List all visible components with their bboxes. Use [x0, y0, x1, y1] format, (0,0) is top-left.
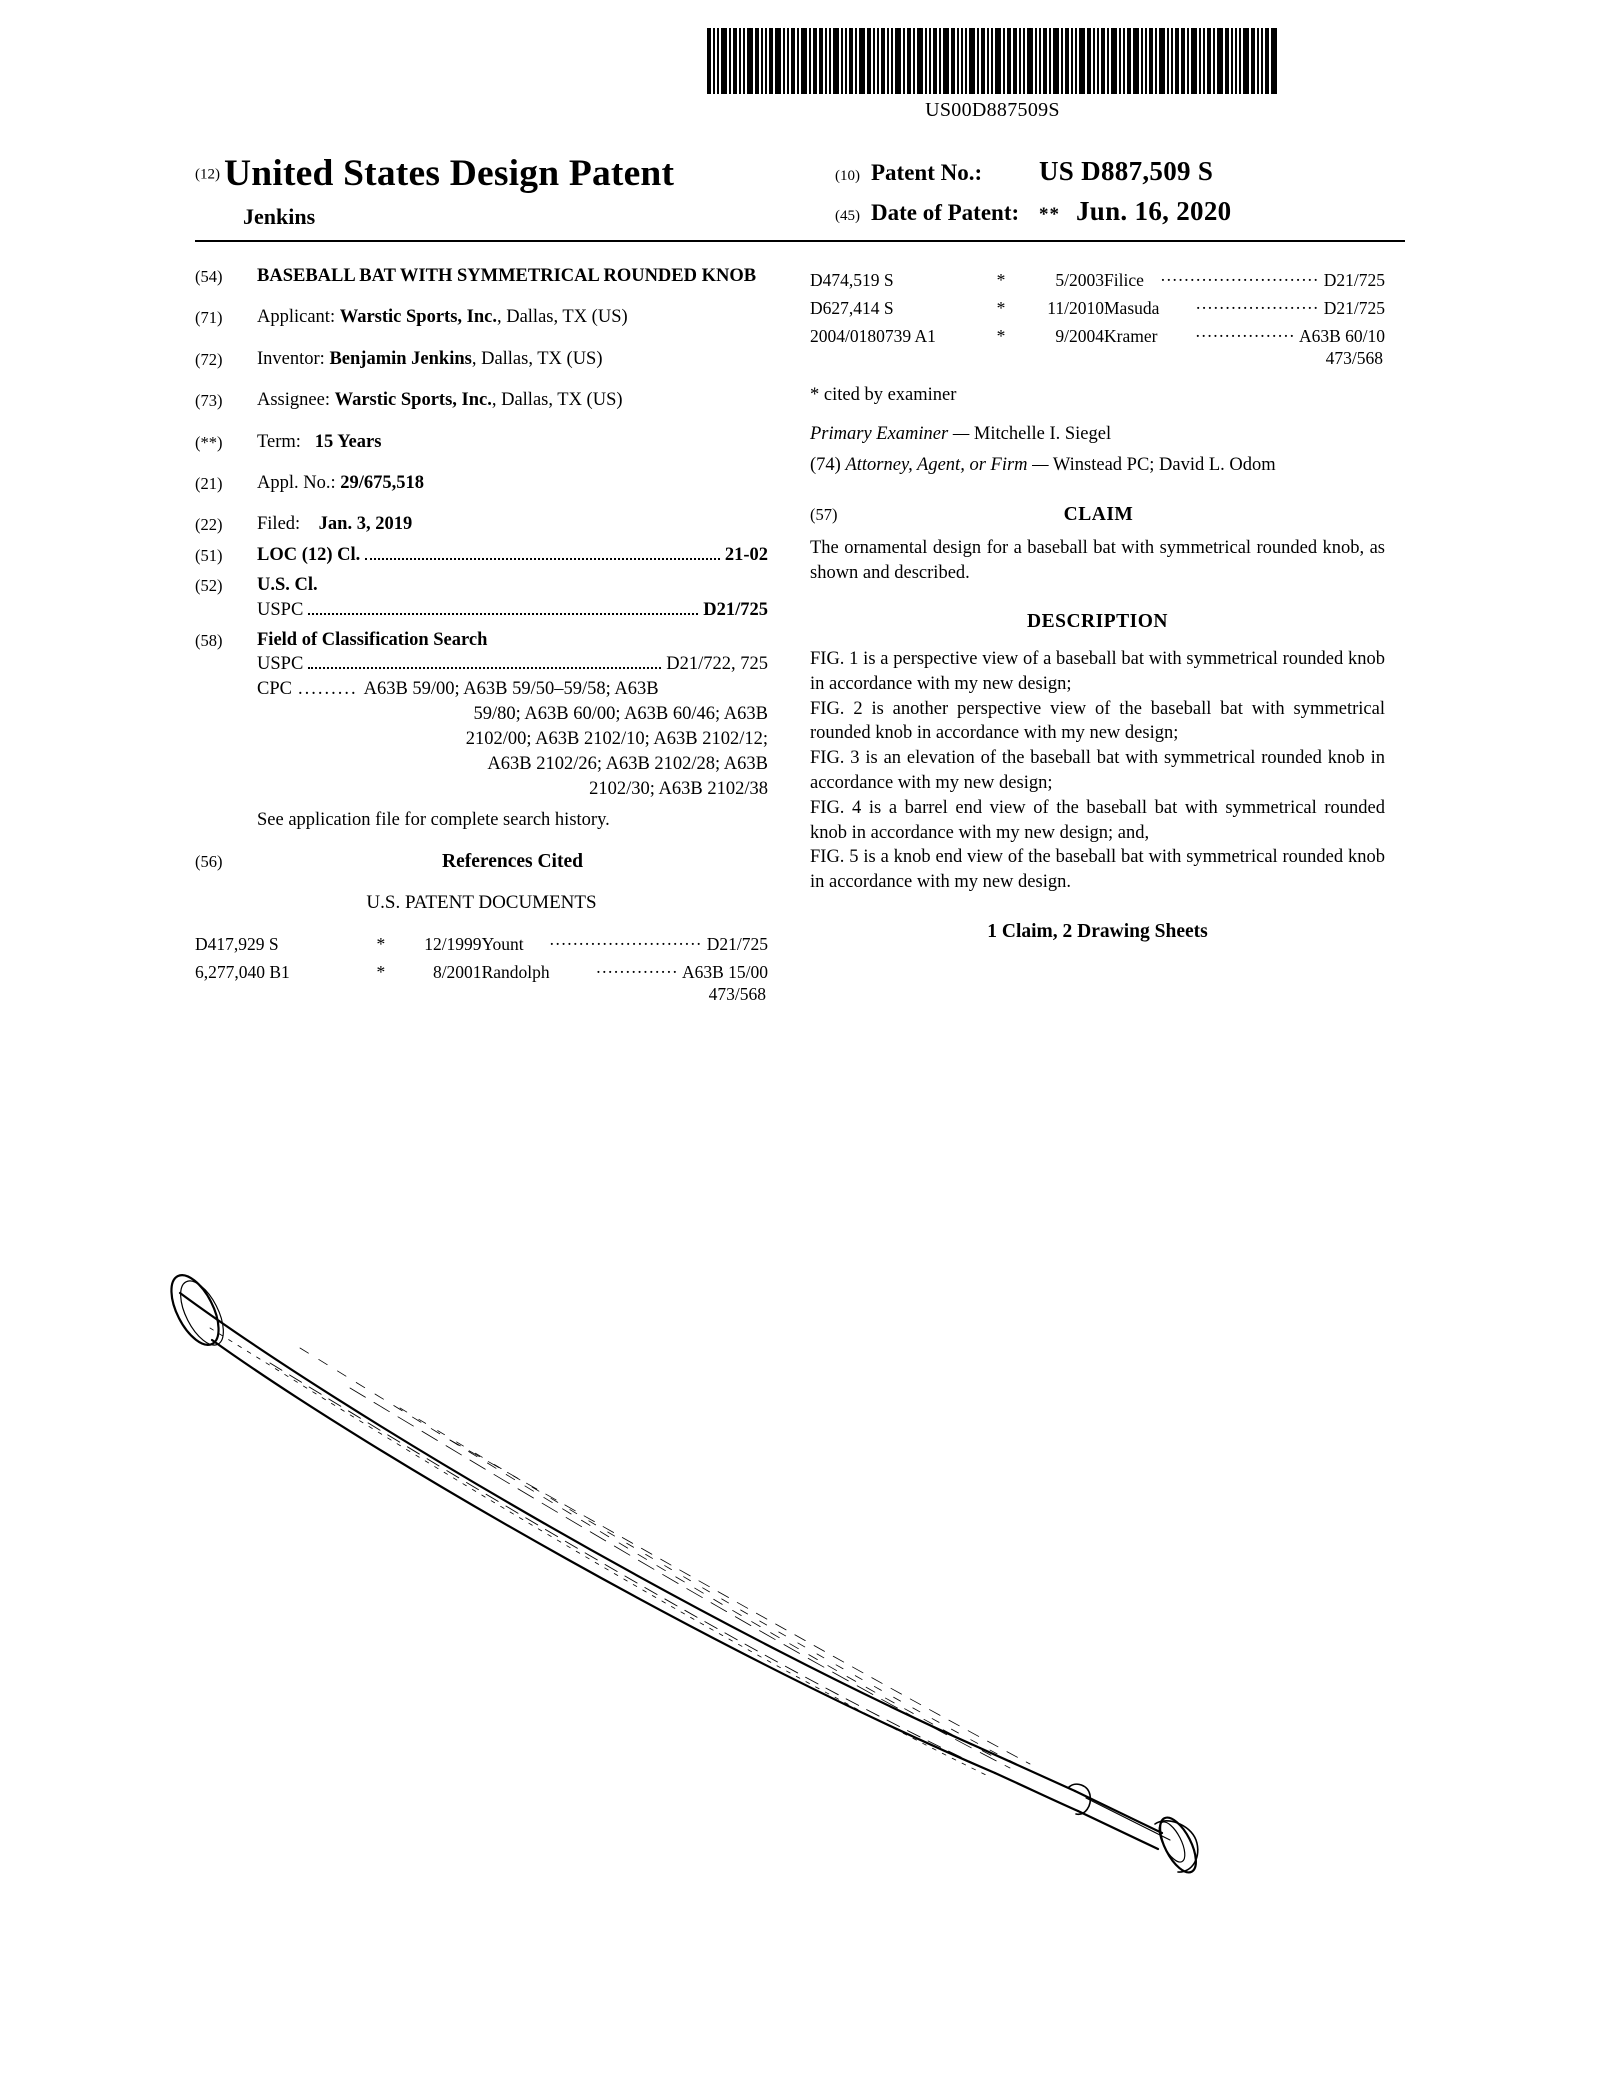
date-value: Jun. 16, 2020 — [1076, 196, 1232, 226]
ref-leader: .......................... — [549, 928, 703, 949]
uscl-uspc-label: USPC — [257, 599, 304, 620]
field-appl-code: (21) — [195, 474, 223, 494]
field-applicant-label: Applicant: — [257, 307, 336, 328]
field-fcs-label: Field of Classification Search — [257, 630, 488, 651]
field-uscl-code: (52) — [195, 576, 223, 596]
patent-page — [0, 28, 1600, 2099]
ref-star: * — [996, 326, 1006, 346]
field-inventor-name: Benjamin Jenkins — [329, 348, 472, 369]
field-title-code: (54) — [195, 267, 223, 286]
table-row — [810, 320, 1385, 348]
ref-name: Masuda — [1104, 298, 1160, 318]
field-assignee-label: Assignee: — [257, 390, 330, 411]
field-filed — [195, 512, 768, 536]
description-paragraph-1: FIG. 1 is a perspective view of a baseball bat with symmetrical rounded knob in accordance with my new design; — [810, 649, 1385, 694]
field-loc-label: LOC (12) Cl. — [257, 544, 361, 565]
field-assignee-name: Warstic Sports, Inc. — [334, 390, 492, 411]
field-appl-label: Appl. No.: — [257, 473, 336, 494]
barcode-number: US00D887509S — [925, 99, 1060, 121]
us-patent-documents-table — [195, 928, 768, 984]
date-code: (45) — [835, 208, 860, 224]
right-column — [790, 264, 1385, 1005]
field-applicant — [195, 305, 768, 329]
fcs-uspc-line — [257, 652, 768, 676]
field-classification-search — [195, 628, 768, 832]
uscl-uspc-line — [257, 598, 768, 622]
inventor-surname: Jenkins — [243, 204, 316, 229]
ref-class — [550, 956, 768, 984]
title-right — [835, 152, 1405, 227]
field-term-label: Term: — [257, 431, 301, 452]
field-filed-value: Jan. 3, 2019 — [318, 514, 413, 535]
loc-leader — [365, 548, 720, 560]
attorney-value: Winstead PC; David L. Odom — [1052, 454, 1276, 475]
fcs-cpc-line-4: 2102/30; A63B 2102/38 — [589, 778, 768, 799]
fcs-cpc-line-3: A63B 2102/26; A63B 2102/28; A63B — [487, 753, 768, 774]
barcode-image — [707, 28, 1279, 94]
field-assignee-code: (73) — [195, 391, 223, 411]
ref-date: 11/2010 — [1047, 298, 1104, 318]
attorney-label: Attorney, Agent, or Firm — — [845, 454, 1049, 475]
field-title — [195, 264, 768, 288]
description-paragraph-5: FIG. 5 is a knob end view of the baseball bat with symmetrical rounded knob in accordance with my new design. — [810, 847, 1385, 893]
primary-examiner-label: Primary Examiner — — [810, 424, 970, 444]
us-patent-documents-title: U.S. PATENT DOCUMENTS — [366, 891, 597, 913]
field-refs-code: (56) — [195, 852, 223, 872]
field-loc — [195, 543, 768, 567]
ref-class — [550, 928, 768, 956]
field-us-cl — [195, 573, 768, 622]
ref-id: D417,929 S — [195, 933, 279, 954]
patent-drawing — [150, 1268, 1470, 1888]
references-continued-table — [810, 264, 1385, 348]
primary-examiner-value: Mitchelle I. Siegel — [973, 424, 1112, 444]
header-divider — [195, 240, 1405, 242]
patent-number-code: (10) — [835, 168, 860, 184]
ref-class-value: A63B 60/10 — [1298, 326, 1385, 346]
claim-code: (57) — [810, 504, 838, 524]
references-cited-title: References Cited — [442, 851, 583, 873]
fcs-cpc-dots: ......... — [297, 678, 358, 699]
ref-leader: ................. — [1195, 321, 1296, 341]
field-fcs-code: (58) — [195, 631, 223, 651]
fcs-uspc-value: D21/722, 725 — [666, 654, 768, 675]
ref-date: 12/1999 — [424, 933, 482, 954]
ref-name: Yount — [481, 933, 524, 954]
baseball-bat-figure — [150, 1268, 1470, 1888]
fcs-uspc-label: USPC — [257, 654, 304, 675]
cited-by-examiner-note: * cited by examiner — [810, 385, 957, 405]
field-inventor-rest: , Dallas, TX (US) — [471, 348, 603, 369]
ref-subclass: 473/568 — [708, 983, 766, 1004]
field-assignee-rest: , Dallas, TX (US) — [491, 390, 623, 411]
table-row — [195, 928, 768, 956]
table-row — [195, 956, 768, 984]
title-left — [195, 152, 835, 230]
ref-leader: ........................... — [1160, 265, 1320, 285]
field-term — [195, 430, 768, 454]
page-title: United States Design Patent — [224, 153, 675, 194]
ref-class — [1160, 292, 1385, 320]
attorney-code: (74) — [810, 454, 841, 475]
ref-class-value: A63B 15/00 — [681, 961, 768, 982]
ref-class — [1160, 320, 1385, 348]
fcs-leader — [308, 657, 661, 669]
ref-id: D474,519 S — [810, 270, 894, 290]
date-of-patent-row — [835, 196, 1405, 227]
field-filed-label: Filed: — [257, 514, 301, 535]
description-heading: DESCRIPTION — [1027, 611, 1168, 633]
claims-drawing-count: 1 Claim, 2 Drawing Sheets — [987, 920, 1208, 942]
ref-id: D627,414 S — [810, 298, 894, 318]
description-paragraph-2: FIG. 2 is another perspective view of the baseball bat with symmetrical rounded knob in accordance with my new design; — [810, 698, 1385, 744]
ref-name: Filice — [1104, 270, 1144, 290]
ref-name: Kramer — [1104, 326, 1158, 346]
fcs-cpc-line-0: A63B 59/00; A63B 59/50–59/58; A63B — [363, 678, 659, 699]
see-application-note: See application file for complete search history. — [257, 809, 610, 830]
ref-id: 2004/0180739 A1 — [810, 326, 936, 346]
claim-heading: CLAIM — [1063, 503, 1134, 525]
ref-star: * — [996, 298, 1006, 318]
uscl-leader — [308, 603, 698, 615]
patent-number-row — [835, 156, 1405, 187]
ref-star: * — [376, 933, 386, 954]
ref-subclass: 473/568 — [1325, 348, 1383, 368]
field-loc-code: (51) — [195, 545, 223, 565]
ref-leader: ..................... — [1196, 293, 1320, 313]
fcs-cpc-line-2: 2102/00; A63B 2102/10; A63B 2102/12; — [465, 728, 768, 749]
field-assignee — [195, 388, 768, 412]
field-applicant-name: Warstic Sports, Inc. — [339, 307, 497, 328]
fcs-cpc-line-1: 59/80; A63B 60/00; A63B 60/46; A63B — [473, 703, 768, 724]
ref-class-value: D21/725 — [706, 933, 768, 954]
fcs-cpc-label: CPC — [257, 678, 292, 699]
ref-star: * — [376, 961, 386, 982]
patent-number-label: Patent No.: — [871, 160, 983, 185]
ref-class-value: D21/725 — [1323, 298, 1385, 318]
left-column — [195, 264, 790, 1005]
field-inventor-code: (72) — [195, 349, 223, 369]
primary-examiner-line — [810, 422, 1385, 447]
ref-star: * — [996, 270, 1006, 290]
description-paragraph-3: FIG. 3 is an elevation of the baseball bat with symmetrical rounded knob in accordance with my new design; — [810, 748, 1385, 794]
table-row — [810, 292, 1385, 320]
ref-date: 5/2003 — [1055, 270, 1104, 290]
claim-text: The ornamental design for a baseball bat with symmetrical rounded knob, as shown and described. — [810, 537, 1385, 583]
patent-title-header — [195, 152, 1405, 230]
table-row — [810, 264, 1385, 292]
field-applicant-rest: , Dallas, TX (US) — [496, 307, 628, 328]
ref-class — [1160, 264, 1385, 292]
field-term-code: (**) — [195, 432, 223, 452]
field-inventor — [195, 347, 768, 371]
ref-name: Randolph — [481, 961, 550, 982]
term-asterisks: ** — [1039, 204, 1060, 225]
body-columns — [195, 264, 1405, 1005]
field-appl-no — [195, 471, 768, 495]
ref-class-value: D21/725 — [1323, 270, 1385, 290]
field-term-value: 15 Years — [314, 431, 382, 452]
field-applicant-code: (71) — [195, 308, 223, 328]
fcs-cpc-first-line — [257, 677, 768, 702]
attorney-line — [810, 453, 1385, 478]
title-code: (12) — [195, 166, 220, 183]
field-appl-value: 29/675,518 — [340, 473, 425, 494]
ref-id: 6,277,040 B1 — [195, 961, 290, 982]
barcode-block — [195, 28, 1405, 122]
patent-number-value: US D887,509 S — [1039, 156, 1214, 186]
field-loc-value: 21-02 — [724, 544, 768, 565]
field-title-text: BASEBALL BAT WITH SYMMETRICAL ROUNDED KNOB — [257, 266, 757, 286]
field-references-cited — [195, 849, 768, 875]
field-filed-code: (22) — [195, 515, 223, 535]
field-uscl-label: U.S. Cl. — [257, 575, 318, 596]
date-label: Date of Patent: — [871, 200, 1020, 225]
uscl-uspc-value: D21/725 — [703, 599, 768, 620]
ref-leader: .............. — [596, 956, 679, 977]
field-inventor-label: Inventor: — [257, 348, 325, 369]
claim-header — [810, 504, 1385, 526]
ref-date: 9/2004 — [1055, 326, 1104, 346]
ref-date: 8/2001 — [432, 961, 482, 982]
fcs-cpc-block — [257, 677, 768, 802]
description-paragraph-4: FIG. 4 is a barrel end view of the baseball bat with symmetrical rounded knob in accordance with my new design; and, — [810, 797, 1385, 843]
